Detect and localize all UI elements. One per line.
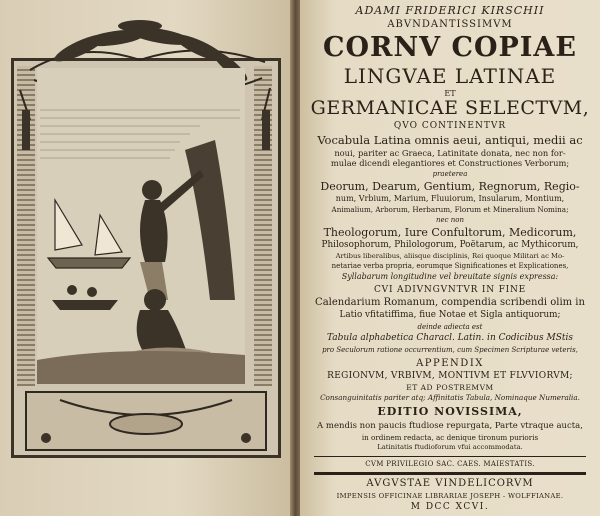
- title-page-text: [304, 0, 596, 516]
- p6-line3: Consanguinitatis pariter atq; Affinitatis Tabula, Nominaque Numeralia.: [320, 393, 580, 402]
- p3-line2: Philosophorum, Philologorum, Poëtarum, ac Mythicorum,: [321, 240, 579, 250]
- p6-line2: ET AD POSTREMVM: [406, 383, 494, 392]
- p5-line2: pro Seculorum ratione occurrentium, cum Specimen Scripturae veteris,: [322, 346, 578, 354]
- p3-line3: Artibus liberalibus, aliisque disciplinis, Rei quoque Militari ac Mo-: [335, 252, 565, 260]
- appendix: APPENDIX: [416, 358, 484, 369]
- p3-line1: Theologorum, Iure Confultorum, Medicorum,: [323, 226, 577, 239]
- p5-line1: Tabula alphabetica Characl. Latin. in Codicibus MStis: [327, 333, 573, 343]
- nec-non: nec non: [435, 216, 465, 224]
- title-main: CORNV COPIAE: [323, 32, 577, 63]
- privilege-line: CVM PRIVILEGIO SAC. CAES. MAIESTATIS.: [365, 460, 535, 468]
- p2-line1: Deorum, Dearum, Gentium, Regnorum, Regio-: [320, 180, 580, 193]
- editio-novissima: EDITIO NOVISSIMA,: [377, 405, 523, 418]
- left-page: [0, 0, 292, 516]
- p1-line3: mulae dicendi elegantiores et Constructiones Verborum;: [330, 158, 570, 168]
- title-lingua: LINGVAE LATINAE: [343, 64, 557, 88]
- place-line: AVGVSTAE VINDELICORVM: [366, 478, 534, 489]
- deinde: deinde adiecta est: [417, 323, 483, 331]
- p7-line1: A mendis non paucis ftudiose repurgata, Parte vtraque aucta,: [317, 421, 583, 431]
- abundant-line: ABVNDANTISSIMVM: [387, 19, 513, 30]
- p4-line1: Calendarium Romanum, compendia scribendi olim in: [315, 297, 585, 308]
- p3-line4: netariae verba propria, eorumque Significationes et Explicationes,: [331, 262, 569, 270]
- top-rule: [314, 456, 586, 457]
- p3-line5: Syllabarum longitudine vel breuitate signis expressa:: [341, 272, 559, 281]
- p6-line1: REGIONVM, VRBIVM, MONTIVM ET FLVVIORVM;: [327, 371, 573, 381]
- ground: [37, 351, 245, 384]
- author-line: ADAMI FRIDERICI KIRSCHII: [355, 4, 545, 17]
- p7-line3: Latinitatis ftudioforum vfui accommodata.: [377, 443, 523, 451]
- p2-line2: num, Vrbium, Marium, Fluuiorum, Insularum, Montium,: [335, 194, 565, 203]
- p2-line3: Animalium, Arborum, Herbarum, Florum et Mineralium Nomina;: [331, 205, 569, 214]
- title-germanicae: GERMANICAE SELECTVM,: [310, 97, 590, 119]
- printer-line: IMPENSIS OFFICINAE LIBRARIAE JOSEPH - WOLFFIANAE.: [336, 492, 564, 500]
- quo-continentur: QVO CONTINENTVR: [393, 121, 507, 131]
- year-line: M DCC XCVI.: [410, 502, 490, 512]
- frontispiece-engraving: [0, 0, 292, 516]
- title-et: ET: [444, 89, 456, 98]
- double-rule: [314, 472, 586, 475]
- cui-adiunguntur: CVI ADIVNGVNTVR IN FINE: [373, 285, 527, 295]
- praeterea: praeterea: [432, 170, 468, 178]
- p1-line1: Vocabula Latina omnis aeui, antiqui, medii ac: [317, 133, 583, 147]
- p4-line2: Latio vfitatiffima, fiue Notae et Sigla antiquorum;: [339, 310, 561, 320]
- pedestal: [26, 392, 266, 450]
- p1-line2: noui, pariter ac Graeca, Latinitate donata, nec non for-: [334, 148, 566, 158]
- p7-line2: in ordinem redacta, ac denique tironum purioris: [361, 433, 539, 442]
